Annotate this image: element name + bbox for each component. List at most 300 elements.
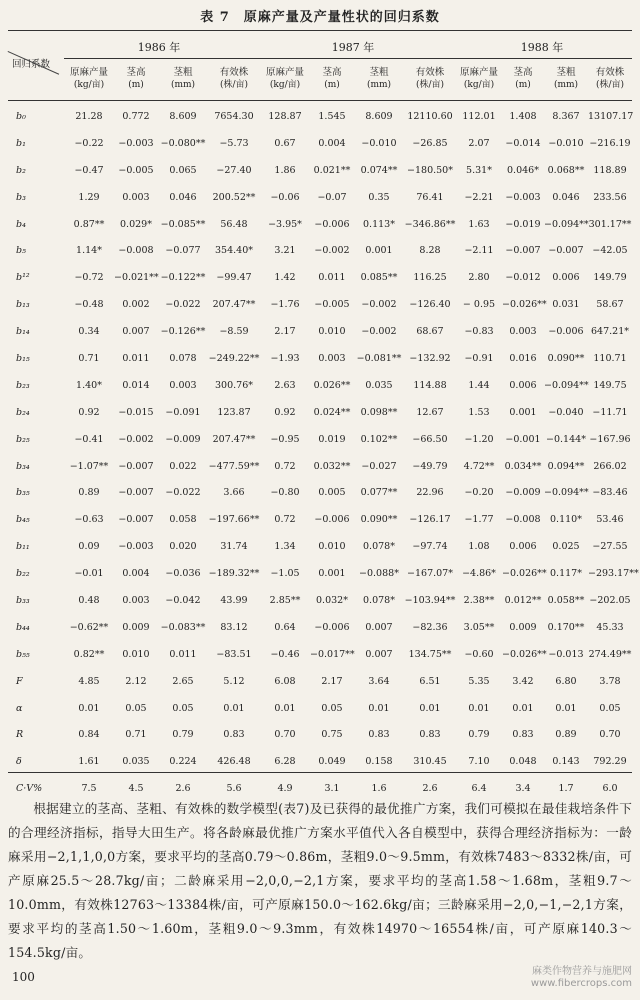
- column-header: [158, 67, 208, 91]
- table-cell: 0.007: [365, 648, 393, 660]
- table-cell: 0.92: [274, 406, 296, 418]
- table-cell: 5.35: [468, 675, 490, 687]
- column-header: [310, 67, 354, 91]
- table-cell: 6.0: [602, 783, 618, 795]
- table-row: [8, 560, 632, 587]
- table-cell: 0.002: [122, 299, 150, 311]
- table-cell: 0.003: [122, 191, 150, 203]
- table-row: [8, 399, 632, 426]
- table-row: [8, 291, 632, 318]
- table-cell: 0.87**: [73, 218, 105, 230]
- table-cell: 0.006: [552, 272, 580, 284]
- column-header-name: 茎高: [322, 67, 342, 78]
- table-cell: 2.17: [321, 675, 343, 687]
- table-cell: 0.007: [122, 326, 150, 338]
- table-cell: 2.85**: [269, 594, 301, 606]
- table-cell: 0.049: [318, 756, 346, 768]
- table-cell: 1.14*: [76, 245, 102, 257]
- row-label: b₂₃: [16, 379, 30, 391]
- table-cell: 12110.60: [407, 110, 453, 122]
- watermark-line1: 麻类作物营养与施肥网: [532, 966, 632, 977]
- row-label: b₁₁: [16, 541, 30, 553]
- column-header-name: 原麻产量: [459, 67, 498, 78]
- table-cell: 0.110*: [550, 514, 582, 526]
- table-cell: 0.48: [78, 594, 100, 606]
- table-cell: −0.002: [361, 326, 397, 338]
- table-cell: 2.6: [422, 783, 438, 795]
- table-cell: 0.025: [552, 541, 580, 553]
- table-cell: −0.019: [505, 218, 541, 230]
- table-cell: 6.08: [274, 675, 296, 687]
- table-cell: −0.026**: [502, 648, 547, 660]
- table-cell: −0.006: [314, 218, 350, 230]
- column-header-unit: (kg/亩): [269, 80, 301, 90]
- table-cell: 0.068**: [547, 164, 585, 176]
- table-cell: 0.70: [599, 729, 621, 741]
- table-cell: 149.75: [593, 379, 627, 391]
- table-cell: 56.48: [220, 218, 248, 230]
- table-cell: 1.44: [468, 379, 490, 391]
- table-cell: −83.51: [216, 648, 252, 660]
- table-cell: 354.40*: [215, 245, 253, 257]
- table-cell: 5.12: [223, 675, 245, 687]
- column-header: [588, 67, 632, 91]
- table-cell: −249.22**: [208, 352, 260, 364]
- table-cell: 1.7: [558, 783, 574, 795]
- table-cell: −97.74: [412, 541, 448, 553]
- table-cell: 0.001: [509, 406, 537, 418]
- table-cell: −1.76: [270, 299, 300, 311]
- table-cell: 6.28: [274, 756, 296, 768]
- table-cell: −346.86**: [404, 218, 456, 230]
- table-cell: 0.021**: [313, 164, 351, 176]
- table-row: [8, 721, 632, 748]
- table-row: [8, 587, 632, 614]
- table-cell: 7.5: [81, 783, 97, 795]
- table-cell: −0.085**: [160, 218, 206, 230]
- table-cell: 0.64: [274, 621, 296, 633]
- table-cell: 0.75: [321, 729, 343, 741]
- table-cell: 0.01: [274, 702, 296, 714]
- table-cell: 0.83: [368, 729, 390, 741]
- table-cell: −103.94**: [404, 594, 456, 606]
- table-cell: 110.71: [593, 352, 627, 364]
- table-cell: −0.015: [118, 406, 154, 418]
- table-cell: −0.042: [165, 594, 201, 606]
- table-title: 表 7 原麻产量及产量性状的回归系数: [200, 10, 440, 25]
- table-cell: 0.065: [169, 164, 197, 176]
- table-cell: 0.078*: [363, 541, 395, 553]
- table-cell: −4.86*: [462, 568, 496, 580]
- table-cell: 0.085**: [360, 272, 398, 284]
- table-cell: 53.46: [596, 514, 624, 526]
- table-cell: −0.091: [165, 406, 201, 418]
- table-cell: 4.72**: [463, 460, 495, 472]
- table-cell: −0.081**: [356, 352, 402, 364]
- table-cell: 123.87: [217, 406, 251, 418]
- table-cell: 0.004: [122, 568, 150, 580]
- top-rule: [8, 30, 632, 31]
- table-cell: 6.4: [471, 783, 487, 795]
- table-cell: −0.22: [74, 137, 104, 149]
- year-rule: [64, 58, 632, 59]
- table-cell: 0.89: [555, 729, 577, 741]
- table-cell: −0.006: [548, 326, 584, 338]
- watermark: [531, 966, 632, 990]
- table-cell: −0.009: [165, 433, 201, 445]
- table-row: [8, 695, 632, 722]
- table-cell: −0.005: [314, 299, 350, 311]
- column-header: [208, 67, 260, 91]
- table-cell: 2.80: [468, 272, 490, 284]
- table-cell: −0.60: [464, 648, 494, 660]
- column-header-name: 茎高: [513, 67, 533, 78]
- row-label: b₅: [16, 245, 26, 257]
- table-cell: −197.66**: [208, 514, 260, 526]
- table-cell: −167.96: [589, 433, 631, 445]
- table-cell: 0.009: [509, 621, 537, 633]
- table-cell: −0.006: [314, 621, 350, 633]
- table-cell: 0.032**: [313, 460, 351, 472]
- table-cell: 0.70: [274, 729, 296, 741]
- table-cell: −0.20: [464, 487, 494, 499]
- header-rule: [8, 100, 632, 101]
- table-cell: 0.029*: [120, 218, 152, 230]
- page-number: 100: [12, 970, 35, 984]
- table-row: [8, 184, 632, 211]
- table-row: [8, 641, 632, 668]
- table-cell: 43.99: [220, 594, 248, 606]
- table-cell: 0.67: [274, 137, 296, 149]
- table-cell: 0.35: [368, 191, 390, 203]
- column-header-name: 茎粗: [556, 67, 576, 78]
- table-cell: 0.102**: [360, 433, 398, 445]
- row-label: b₂₄: [16, 406, 30, 418]
- table-cell: −0.63: [74, 514, 104, 526]
- table-cell: 12.67: [416, 406, 444, 418]
- table-cell: 2.63: [274, 379, 296, 391]
- column-header-unit: (株/亩): [415, 80, 445, 90]
- table-cell: 0.006: [509, 541, 537, 553]
- table-cell: − 0.95: [462, 299, 496, 311]
- table-cell: 0.79: [468, 729, 490, 741]
- table-cell: −0.022: [165, 487, 201, 499]
- table-cell: 5.6: [226, 783, 242, 795]
- table-cell: 0.05: [599, 702, 621, 714]
- table-cell: 114.88: [413, 379, 447, 391]
- watermark-line2: www.fibercrops.com: [530, 978, 632, 989]
- table-cell: −0.06: [270, 191, 300, 203]
- bottom-rule: [8, 772, 632, 773]
- table-row: [8, 211, 632, 238]
- table-cell: −1.07**: [69, 460, 109, 472]
- table-cell: −126.40: [409, 299, 451, 311]
- table-cell: 0.090**: [547, 352, 585, 364]
- table-cell: 0.224: [169, 756, 197, 768]
- column-header-unit: (mm): [553, 80, 579, 90]
- row-label: R: [16, 729, 24, 741]
- table-cell: 4.9: [277, 783, 293, 795]
- table-cell: 0.032*: [316, 594, 348, 606]
- table-cell: 0.074**: [360, 164, 398, 176]
- table-cell: 0.72: [274, 514, 296, 526]
- table-cell: 8.28: [419, 245, 441, 257]
- table-cell: 45.33: [596, 621, 624, 633]
- table-cell: −0.094**: [544, 379, 589, 391]
- table-cell: 0.022: [169, 460, 197, 472]
- table-cell: 0.011: [318, 272, 346, 284]
- table-cell: −0.012: [505, 272, 541, 284]
- table-cell: 2.6: [175, 783, 191, 795]
- table-cell: 1.61: [78, 756, 100, 768]
- table-cell: 4.5: [128, 783, 144, 795]
- table-row: [8, 318, 632, 345]
- column-header: [544, 67, 588, 91]
- table-cell: −0.017**: [310, 648, 355, 660]
- table-cell: 83.12: [220, 621, 248, 633]
- table-cell: 0.006: [509, 379, 537, 391]
- column-header: [354, 67, 404, 91]
- table-cell: 2.38**: [463, 594, 495, 606]
- table-cell: 0.078: [169, 352, 197, 364]
- table-cell: −0.013: [548, 648, 584, 660]
- table-cell: −27.40: [216, 164, 252, 176]
- table-cell: 0.020: [169, 541, 197, 553]
- table-cell: 0.71: [78, 352, 100, 364]
- table-cell: 0.003: [169, 379, 197, 391]
- table-cell: −0.007: [505, 245, 541, 257]
- table-row: [8, 506, 632, 533]
- table-cell: 7.10: [468, 756, 490, 768]
- table-cell: −0.48: [74, 299, 104, 311]
- row-label: b₁₄: [16, 326, 30, 338]
- column-header-unit: (mm): [170, 80, 196, 90]
- row-label: b₁₅: [16, 352, 30, 364]
- table-cell: 0.026**: [313, 379, 351, 391]
- table-cell: 0.113*: [363, 218, 395, 230]
- table-cell: −0.41: [74, 433, 104, 445]
- table-cell: 233.56: [593, 191, 627, 203]
- table-cell: −0.126**: [160, 326, 206, 338]
- table-cell: 0.005: [318, 487, 346, 499]
- table-cell: −0.040: [548, 406, 584, 418]
- table-cell: −180.50*: [407, 164, 453, 176]
- row-label: b₁₃: [16, 299, 30, 311]
- column-header-name: 茎粗: [173, 67, 193, 78]
- table-cell: 3.05**: [463, 621, 495, 633]
- table-cell: 112.01: [462, 110, 496, 122]
- table-row: [8, 668, 632, 695]
- table-cell: 0.01: [468, 702, 490, 714]
- table-cell: −0.088*: [359, 568, 399, 580]
- table-cell: −3.95*: [268, 218, 302, 230]
- table-cell: −0.144*: [546, 433, 586, 445]
- table-cell: −0.008: [505, 514, 541, 526]
- table-cell: −0.094**: [544, 218, 589, 230]
- table-cell: 0.143: [552, 756, 580, 768]
- table-cell: 0.01: [512, 702, 534, 714]
- table-cell: 0.003: [318, 352, 346, 364]
- table-cell: 0.117*: [550, 568, 582, 580]
- table-cell: −0.027: [361, 460, 397, 472]
- table-cell: −0.007: [118, 514, 154, 526]
- table-cell: 0.014: [122, 379, 150, 391]
- table-cell: −0.014: [505, 137, 541, 149]
- table-cell: −83.46: [592, 487, 628, 499]
- table-cell: −0.010: [548, 137, 584, 149]
- table-cell: 0.05: [172, 702, 194, 714]
- table-cell: 266.02: [593, 460, 627, 472]
- table-cell: 0.004: [318, 137, 346, 149]
- table-cell: −0.47: [74, 164, 104, 176]
- row-label: F: [16, 675, 23, 687]
- table-cell: −5.73: [219, 137, 249, 149]
- row-label: b₂₂: [16, 568, 30, 580]
- table-cell: −2.11: [464, 245, 494, 257]
- column-header: [404, 67, 456, 91]
- table-cell: 3.42: [512, 675, 534, 687]
- table-cell: −0.010: [361, 137, 397, 149]
- table-cell: 0.007: [365, 621, 393, 633]
- row-label: b₂: [16, 164, 26, 176]
- table-row: [8, 264, 632, 291]
- table-cell: −0.007: [118, 460, 154, 472]
- table-cell: 0.010: [318, 541, 346, 553]
- table-row: [8, 479, 632, 506]
- row-label: δ: [16, 756, 22, 768]
- table-cell: 0.058: [169, 514, 197, 526]
- table-cell: 0.001: [318, 568, 346, 580]
- table-cell: 0.024**: [313, 406, 351, 418]
- table-cell: −26.85: [412, 137, 448, 149]
- table-cell: 1.6: [371, 783, 387, 795]
- table-cell: 200.52**: [212, 191, 256, 203]
- table-cell: −0.003: [118, 137, 154, 149]
- table-cell: 0.001: [365, 245, 393, 257]
- table-row: [8, 345, 632, 372]
- table-cell: 8.609: [169, 110, 197, 122]
- table-cell: −8.59: [219, 326, 249, 338]
- table-cell: 426.48: [217, 756, 251, 768]
- table-cell: 6.80: [555, 675, 577, 687]
- table-cell: 134.75**: [408, 648, 452, 660]
- table-cell: 0.09: [78, 541, 100, 553]
- table-cell: 3.21: [274, 245, 296, 257]
- table-cell: 0.058**: [547, 594, 585, 606]
- table-cell: 0.046: [552, 191, 580, 203]
- column-header-unit: (mm): [366, 80, 392, 90]
- table-cell: −99.47: [216, 272, 252, 284]
- table-row: [8, 614, 632, 641]
- row-label: b₃₃: [16, 594, 30, 606]
- table-cell: −0.008: [118, 245, 154, 257]
- table-cell: −189.32**: [208, 568, 260, 580]
- table-cell: 0.01: [419, 702, 441, 714]
- table-cell: −0.003: [118, 541, 154, 553]
- table-cell: 116.25: [413, 272, 447, 284]
- table-cell: 0.048: [509, 756, 537, 768]
- table-cell: −27.55: [592, 541, 628, 553]
- table-cell: −0.021**: [114, 272, 159, 284]
- table-cell: 22.96: [416, 487, 444, 499]
- table-cell: −202.05: [589, 594, 631, 606]
- table-cell: 1.40*: [76, 379, 102, 391]
- column-header: [456, 67, 502, 91]
- table-cell: 0.05: [321, 702, 343, 714]
- table-cell: −49.79: [412, 460, 448, 472]
- row-label: b₀: [16, 110, 26, 122]
- table-cell: −0.62**: [69, 621, 109, 633]
- row-label: b₁: [16, 137, 26, 149]
- table-cell: 76.41: [416, 191, 444, 203]
- row-label: α: [16, 702, 23, 714]
- table-cell: 3.78: [599, 675, 621, 687]
- table-cell: 68.67: [416, 326, 444, 338]
- table-cell: −0.006: [314, 514, 350, 526]
- row-label: b₄: [16, 218, 26, 230]
- table-cell: 1.545: [318, 110, 346, 122]
- table-cell: 0.05: [125, 702, 147, 714]
- table-cell: 0.01: [368, 702, 390, 714]
- table-cell: −1.93: [270, 352, 300, 364]
- corner-label: 回归系数: [12, 59, 51, 70]
- table-cell: 0.035: [122, 756, 150, 768]
- table-row: [8, 103, 632, 130]
- table-cell: 0.79: [172, 729, 194, 741]
- table-cell: −0.002: [361, 299, 397, 311]
- table-cell: −0.080**: [160, 137, 206, 149]
- table-cell: 8.609: [365, 110, 393, 122]
- table-cell: −66.50: [412, 433, 448, 445]
- column-header-unit: (m): [515, 80, 531, 90]
- row-label: b₂₅: [16, 433, 30, 445]
- table-cell: 0.83: [223, 729, 245, 741]
- table-cell: −0.95: [270, 433, 300, 445]
- table-cell: −0.83: [464, 326, 494, 338]
- table-cell: −42.05: [592, 245, 628, 257]
- table-cell: −477.59**: [208, 460, 260, 472]
- table-cell: −0.083**: [160, 621, 206, 633]
- table-cell: 1.42: [274, 272, 296, 284]
- row-label: b₄₅: [16, 514, 30, 526]
- table-cell: 0.83: [512, 729, 534, 741]
- table-cell: −0.80: [270, 487, 300, 499]
- table-cell: 207.47**: [212, 299, 256, 311]
- table-cell: 0.170**: [547, 621, 585, 633]
- regression-table: [8, 103, 639, 802]
- table-cell: −1.77: [464, 514, 494, 526]
- row-label: b₃₅: [16, 487, 30, 499]
- table-cell: 2.65: [172, 675, 194, 687]
- table-cell: 0.003: [509, 326, 537, 338]
- table-cell: 274.49**: [588, 648, 632, 660]
- table-cell: −0.009: [505, 487, 541, 499]
- table-cell: 2.12: [125, 675, 147, 687]
- table-cell: −0.003: [505, 191, 541, 203]
- table-cell: −0.01: [74, 568, 104, 580]
- table-cell: 0.01: [78, 702, 100, 714]
- table-cell: 0.92: [78, 406, 100, 418]
- table-cell: 1.08: [468, 541, 490, 553]
- table-cell: 0.82**: [73, 648, 105, 660]
- column-header-name: 有效株: [219, 67, 249, 78]
- table-cell: 0.010: [122, 648, 150, 660]
- table-cell: −0.72: [74, 272, 104, 284]
- table-cell: 0.89: [78, 487, 100, 499]
- table-cell: 31.74: [220, 541, 248, 553]
- table-cell: 301.17**: [588, 218, 632, 230]
- table-cell: 1.63: [468, 218, 490, 230]
